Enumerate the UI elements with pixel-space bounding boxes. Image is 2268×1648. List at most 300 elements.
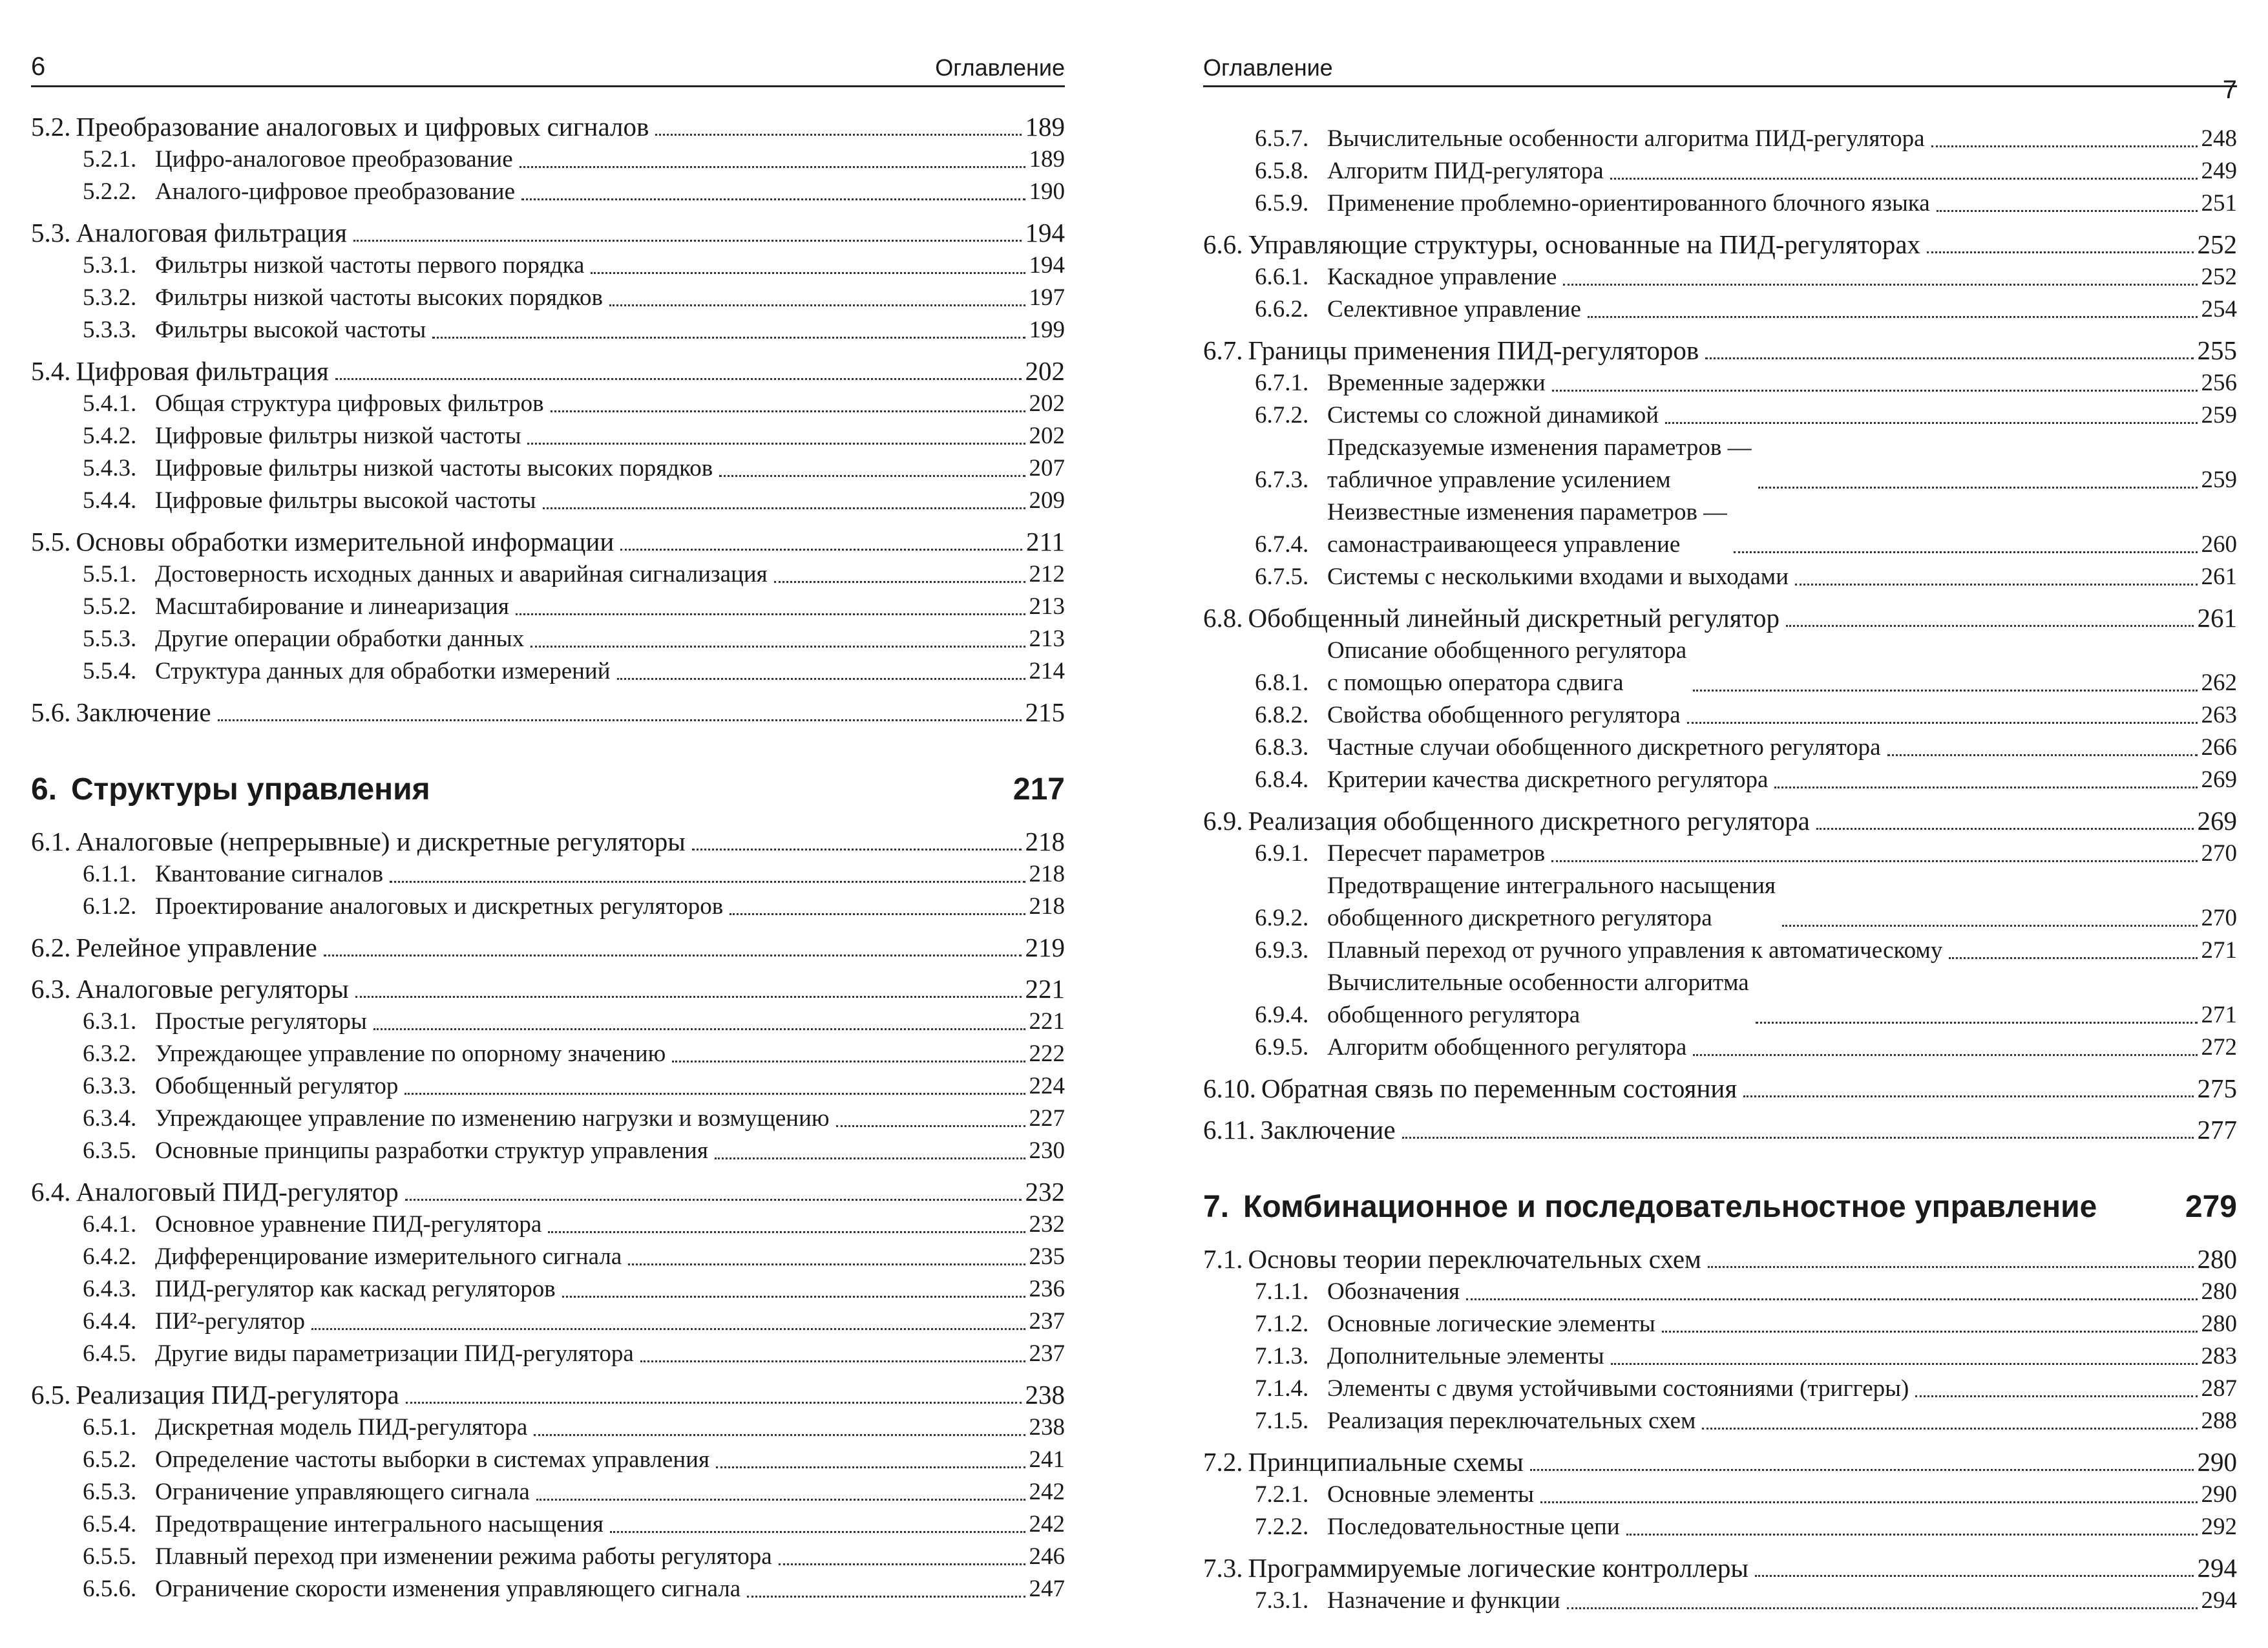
dot-leader [774,581,1025,583]
toc-subsection-entry[interactable] [1203,1031,2237,1064]
toc-subsection-entry[interactable] [31,1411,1065,1444]
chapter-title-group [31,770,430,809]
toc-section-entry[interactable] [31,825,1065,858]
toc-subsection-entry[interactable] [31,143,1065,176]
chapter-title-group [1203,1188,2097,1227]
entry-page: 270 [2201,905,2237,931]
entry-title: Алгоритм ПИД-регулятора [1327,158,1604,184]
toc-subsection-entry[interactable] [1203,1585,2237,1617]
toc-section-entry[interactable] [31,695,1065,729]
entry-number: 7.2. [1203,1447,1243,1477]
toc-subsection-entry[interactable] [1203,1308,2237,1340]
toc-section-entry[interactable] [1203,804,2237,838]
entry-number: 6.9.3. [1255,937,1309,964]
entry-number: 5.3.1. [83,252,137,279]
entry-page: 237 [1029,1308,1065,1335]
toc-section-entry[interactable] [1203,1551,2237,1585]
entry-number: 6.5.6. [83,1576,137,1602]
toc-subsection-entry[interactable] [1203,1479,2237,1511]
entry-page: 252 [2201,264,2237,290]
dot-leader [1530,1469,2194,1471]
entry-title: Применение проблемно-ориентированного блочного языка [1327,190,1930,217]
toc-subsection-entry[interactable] [31,655,1065,688]
entry-title: Фильтры низкой частоты первого порядка [155,252,585,279]
entry-page: 215 [1025,697,1065,727]
toc-subsection-entry[interactable] [1203,699,2237,732]
entry-page: 199 [1029,317,1065,343]
entry-page: 251 [2201,190,2237,217]
entry-number: 6.5.7. [1255,125,1309,152]
entry-number: 5.4.1. [83,390,137,417]
entry-page: 261 [2201,564,2237,590]
entry-number: 6.5.4. [83,1511,137,1537]
entry-title: Алгоритм обобщенного регулятора [1327,1034,1687,1061]
entry-number: 6.4.2. [83,1243,137,1270]
entry-number: 6.6.2. [1255,296,1309,322]
dot-leader [730,913,1025,915]
entry-number: 6.3.2. [83,1041,137,1067]
dot-leader [520,166,1025,168]
toc-section-entry[interactable] [31,110,1065,143]
entry-title-line2: обобщенного регулятора [1327,1002,1580,1028]
dot-leader [1693,1054,2197,1056]
entry-title: Упреждающее управление по изменению нагрузки и возмущению [155,1105,830,1132]
dot-leader [692,849,1022,850]
entry-number: 6.7.4. [1255,531,1309,558]
toc-subsection-entry[interactable] [1203,367,2237,399]
entry-title: Цифровые фильтры низкой частоты высоких порядков [155,455,713,481]
toc-subsection-entry[interactable] [1203,764,2237,796]
entry-title: Фильтры высокой частоты [155,317,426,343]
entry-title: Свойства обобщенного регулятора [1327,702,1681,728]
entry-page: 280 [2197,1244,2237,1274]
dot-leader [527,443,1025,445]
entry-title: Критерии качества дискретного регулятора [1327,766,1769,793]
entry-number: 6.4.3. [83,1276,137,1302]
entry-title: Общая структура цифровых фильтров [155,390,544,417]
dot-leader [405,1199,1022,1201]
toc-section-entry[interactable] [31,931,1065,964]
toc-section-entry[interactable] [1203,1113,2237,1146]
dot-leader [716,1466,1025,1468]
toc-subsection-entry[interactable] [1203,1340,2237,1373]
dot-leader [548,1231,1025,1233]
dot-leader [1708,1266,2194,1268]
entry-title [1327,870,1776,935]
toc-subsection-entry[interactable] [31,282,1065,314]
entry-page: 262 [2201,670,2237,696]
entry-title [1327,432,1752,496]
entry-title: Дополнительные элементы [1327,1343,1604,1369]
chapter-title: Комбинационное и последовательностное управление [1243,1190,2097,1224]
entry-number: 5.4.2. [83,423,137,449]
entry-number: 6.5.9. [1255,190,1309,217]
entry-page: 254 [2201,296,2237,322]
entry-title: Плавный переход при изменении режима работы регулятора [155,1543,772,1570]
entry-number: 5.5.1. [83,561,137,587]
toc-subsection-entry[interactable] [1203,261,2237,293]
entry-number: 6.4. [31,1177,71,1207]
toc-section-entry[interactable] [1203,333,2237,367]
toc-subsection-entry[interactable] [1203,561,2237,593]
entry-number: 7.2.2. [1255,1514,1309,1540]
toc-subsection-entry[interactable] [31,858,1065,891]
entry-page: 189 [1025,112,1065,142]
entry-number: 6.6.1. [1255,264,1309,290]
toc-section-entry[interactable] [31,1175,1065,1209]
entry-number: 7.3. [1203,1553,1243,1583]
entry-number: 6.11. [1203,1115,1255,1145]
toc-section-entry[interactable] [31,216,1065,249]
entry-page: 197 [1029,284,1065,311]
entry-number: 6.9.2. [1255,905,1309,931]
entry-page: 288 [2201,1408,2237,1434]
entry-title: Принципиальные схемы [1248,1447,1524,1477]
dot-leader [655,134,1021,136]
page-header [31,45,1065,87]
entry-title: Проектирование аналоговых и дискретных регуляторов [155,893,724,920]
toc-subsection-entry[interactable] [1203,496,2237,561]
entry-title-line2: с помощью оператора сдвига [1327,670,1624,696]
entry-title: Плавный переход от ручного управления к автоматическому [1327,937,1943,964]
toc-subsection-entry[interactable] [1203,1373,2237,1405]
entry-number: 6.7.1. [1255,370,1309,396]
entry-title: Системы с несколькими входами и выходами [1327,564,1789,590]
dot-leader [1563,284,2197,286]
toc-subsection-entry[interactable] [1203,1276,2237,1308]
entry-number: 6.2. [31,933,71,962]
dot-leader [516,613,1025,615]
entry-page: 235 [1029,1243,1065,1270]
entry-number: 7.1.2. [1255,1311,1309,1337]
entry-page: 236 [1029,1276,1065,1302]
dot-leader [1466,1298,2197,1300]
toc-subsection-entry[interactable] [31,176,1065,208]
entry-title: Основы теории переключательных схем [1248,1244,1701,1274]
dot-leader [610,1531,1025,1533]
dot-leader [1626,1534,2198,1536]
dot-leader [1552,390,2198,392]
toc-subsection-entry[interactable] [1203,1511,2237,1543]
toc-section-entry[interactable] [31,972,1065,1006]
entry-page: 294 [2197,1553,2237,1583]
entry-page: 259 [2201,467,2237,493]
dot-leader [530,646,1025,648]
entry-page: 202 [1029,423,1065,449]
toc-subsection-entry[interactable] [31,388,1065,420]
dot-leader [562,1296,1025,1298]
toc-section-entry[interactable] [1203,1242,2237,1276]
entry-title: Назначение и функции [1327,1587,1560,1614]
entry-title-line1: Предотвращение интегрального насыщения [1327,872,1776,899]
entry-title: ПИ²-регулятор [155,1308,305,1335]
dot-leader [1743,1095,2193,1097]
entry-title: Определение частоты выборки в системах управления [155,1446,709,1473]
dot-leader [534,1434,1025,1436]
entry-title-line2: обобщенного дискретного регулятора [1327,905,1712,931]
toc-section-entry[interactable] [1203,601,2237,635]
entry-page: 280 [2201,1278,2237,1305]
toc-subsection-entry[interactable] [31,1338,1065,1370]
toc-subsection-entry[interactable] [31,1508,1065,1541]
entry-title: Обобщенный линейный дискретный регулятор [1248,603,1780,633]
dot-leader [1687,722,2198,724]
entry-page: 242 [1029,1511,1065,1537]
dot-leader [543,507,1025,509]
entry-title: Основные принципы разработки структур управления [155,1137,708,1164]
dot-leader [1786,625,2193,627]
entry-title: Элементы с двумя устойчивыми состояниями (триггеры) [1327,1375,1909,1402]
entry-title: Достоверность исходных данных и аварийная сигнализация [155,561,768,587]
toc-subsection-entry[interactable] [31,1476,1065,1508]
entry-number: 6.5.3. [83,1479,137,1505]
toc-subsection-entry[interactable] [1203,967,2237,1031]
entry-page: 230 [1029,1137,1065,1164]
toc-section-entry[interactable] [31,1378,1065,1411]
entry-number: 5.2.1. [83,146,137,173]
entry-page: 214 [1029,658,1065,684]
entry-title: Обозначения [1327,1278,1460,1305]
toc-subsection-entry[interactable] [1203,838,2237,870]
dot-leader [1665,422,2197,424]
toc-subsection-entry[interactable] [1203,399,2237,432]
dot-leader [373,1028,1025,1030]
entry-title: Основы обработки измерительной информации [76,527,614,556]
dot-leader [551,410,1025,412]
entry-number: 6.7.5. [1255,564,1309,590]
dot-leader [747,1596,1025,1598]
entry-title [1327,635,1686,699]
toc-subsection-entry[interactable] [31,1541,1065,1573]
entry-page: 202 [1029,390,1065,417]
entry-page: 271 [2201,937,2237,964]
entry-number: 6.9.5. [1255,1034,1309,1061]
entry-title: Обратная связь по переменным состояния [1261,1073,1738,1103]
entry-page: 222 [1029,1041,1065,1067]
toc-subsection-entry[interactable] [31,558,1065,591]
entry-title-line1: Предсказуемые изменения параметров — [1327,434,1752,461]
toc-subsection-entry[interactable] [1203,732,2237,764]
toc-subsection-entry[interactable] [1203,187,2237,220]
entry-title: Предотвращение интегрального насыщения [155,1511,604,1537]
entry-number: 7.1.5. [1255,1408,1309,1434]
toc-subsection-entry[interactable] [31,452,1065,485]
toc-subsection-entry[interactable] [31,591,1065,623]
toc-subsection-entry[interactable] [31,1273,1065,1305]
entry-title: Цифровые фильтры высокой частоты [155,487,536,514]
toc-subsection-entry[interactable] [31,1209,1065,1241]
entry-title: Другие операции обработки данных [155,626,525,652]
entry-number: 6.8.4. [1255,766,1309,793]
dot-leader [617,678,1025,680]
entry-number: 7.1.4. [1255,1375,1309,1402]
entry-title: Границы применения ПИД-регуляторов [1248,335,1699,365]
toc-list [1203,123,2237,1617]
entry-title: Заключение [76,697,211,727]
entry-title: Преобразование аналоговых и цифровых сигналов [76,112,649,142]
toc-subsection-entry[interactable] [1203,870,2237,935]
toc-subsection-entry[interactable] [31,249,1065,282]
toc-section-entry[interactable] [31,354,1065,388]
entry-title: Пересчет параметров [1327,840,1546,867]
entry-page: 259 [2201,402,2237,428]
toc-subsection-entry[interactable] [1203,155,2237,187]
dot-leader [1702,1428,2197,1430]
dot-leader [1927,251,2193,253]
toc-subsection-entry[interactable] [1203,635,2237,699]
toc-subsection-entry[interactable] [1203,293,2237,326]
chapter-number: 6. [31,772,58,807]
dot-leader [1611,1363,2198,1365]
dot-leader [628,1263,1025,1265]
entry-page: 211 [1026,527,1065,556]
toc-subsection-entry[interactable] [31,623,1065,655]
entry-number: 6.1.2. [83,893,137,920]
entry-number: 7.1. [1203,1244,1243,1274]
dot-leader [1756,1022,2198,1024]
toc-section-entry[interactable] [1203,227,2237,261]
entry-page: 249 [2201,158,2237,184]
entry-page: 290 [2201,1481,2237,1508]
entry-number: 6.3. [31,974,71,1004]
entry-page: 237 [1029,1340,1065,1367]
dot-leader [1887,754,2198,756]
toc-subsection-entry[interactable] [1203,123,2237,155]
toc-subsection-entry[interactable] [31,485,1065,517]
dot-leader [406,1402,1022,1404]
entry-number: 5.3.3. [83,317,137,343]
entry-number: 6.4.5. [83,1340,137,1367]
entry-title: Простые регуляторы [155,1008,367,1035]
dot-leader [609,304,1025,306]
entry-page: 212 [1029,561,1065,587]
entry-title: Упреждающее управление по опорному значению [155,1041,666,1067]
chapter-heading [31,770,1065,809]
dot-leader [715,1157,1025,1159]
page-number: 6 [31,52,46,81]
entry-page: 189 [1029,146,1065,173]
dot-leader [1567,1607,2198,1609]
entry-title: Реализация переключательных схем [1327,1408,1696,1434]
entry-page: 213 [1029,626,1065,652]
toc-subsection-entry[interactable] [1203,432,2237,496]
toc-subsection-entry[interactable] [31,1135,1065,1167]
dot-leader [1774,787,2197,788]
entry-page: 207 [1029,455,1065,481]
entry-number: 6.5.2. [83,1446,137,1473]
entry-number: 5.4.3. [83,455,137,481]
entry-title: Вычислительные особенности алгоритма ПИД-регулятора [1327,125,1925,152]
dot-leader [1755,1575,2194,1577]
entry-page: 238 [1025,1380,1065,1410]
entry-number: 6.8.1. [1255,670,1309,696]
entry-page: 218 [1025,827,1065,856]
entry-title: Реализация обобщенного дискретного регулятора [1248,806,1810,836]
entry-number: 5.4.4. [83,487,137,514]
entry-number: 7.1.3. [1255,1343,1309,1369]
running-title: Оглавление [1203,54,1333,81]
entry-title-line2: табличное управление усилением [1327,467,1671,493]
entry-title: Аналоговый ПИД-регулятор [76,1177,399,1207]
entry-title: Релейное управление [76,933,317,962]
entry-page: 221 [1025,974,1065,1004]
toc-subsection-entry[interactable] [31,1573,1065,1605]
toc-subsection-entry[interactable] [31,1305,1065,1338]
entry-title: Структура данных для обработки измерений [155,658,611,684]
entry-page: 283 [2201,1343,2237,1369]
entry-title: Аналоговые регуляторы [76,974,349,1004]
dot-leader [1734,551,2197,553]
entry-title: ПИД-регулятор как каскад регуляторов [155,1276,556,1302]
entry-title-line1: Вычислительные особенности алгоритма [1327,969,1749,996]
toc-section-entry[interactable] [1203,1072,2237,1105]
entry-title: Основные логические элементы [1327,1311,1655,1337]
dot-leader [620,549,1022,551]
toc-subsection-entry[interactable] [31,1070,1065,1103]
entry-page: 218 [1029,861,1065,887]
entry-page: 232 [1025,1177,1065,1207]
entry-title [1327,967,1749,1031]
toc-subsection-entry[interactable] [31,1006,1065,1038]
entry-title [1327,496,1727,561]
entry-title: Аналоговая фильтрация [76,218,347,248]
entry-title: Цифро-аналоговое преобразование [155,146,513,173]
dot-leader [1662,1331,2198,1333]
dot-leader [779,1563,1025,1565]
entry-page: 252 [2197,229,2237,259]
toc-subsection-entry[interactable] [1203,1405,2237,1437]
entry-title: Дискретная модель ПИД-регулятора [155,1414,528,1441]
entry-title: Дифференцирование измерительного сигнала [155,1243,622,1270]
dot-leader [1610,178,2198,180]
dot-leader [536,1499,1025,1501]
toc-subsection-entry[interactable] [31,1241,1065,1273]
entry-number: 6.5.5. [83,1543,137,1570]
toc-subsection-entry[interactable] [31,1038,1065,1070]
entry-number: 6.1. [31,827,71,856]
entry-title: Программируемые логические контроллеры [1248,1553,1748,1583]
entry-page: 266 [2201,734,2237,761]
entry-page: 238 [1029,1414,1065,1441]
entry-title: Частные случаи обобщенного дискретного регулятора [1327,734,1881,761]
entry-number: 6.7. [1203,335,1243,365]
entry-title: Обобщенный регулятор [155,1073,399,1099]
toc-subsection-entry[interactable] [31,314,1065,346]
entry-number: 5.3. [31,218,71,248]
entry-number: 6.9. [1203,806,1243,836]
entry-title: Заключение [1260,1115,1396,1145]
entry-title: Последовательностные цепи [1327,1514,1620,1540]
toc-subsection-entry[interactable] [31,420,1065,452]
toc-subsection-entry[interactable] [31,1444,1065,1476]
toc-section-entry[interactable] [31,525,1065,558]
entry-page: 224 [1029,1073,1065,1099]
dot-leader [1931,145,2198,147]
toc-subsection-entry[interactable] [31,891,1065,923]
entry-page: 272 [2201,1034,2237,1061]
entry-title-line1: Неизвестные изменения параметров — [1327,499,1728,525]
entry-number: 6.9.4. [1255,1002,1309,1028]
toc-subsection-entry[interactable] [1203,935,2237,967]
entry-page: 261 [2197,603,2237,633]
dot-leader [1588,316,2198,318]
entry-title: Аналого-цифровое преобразование [155,178,516,205]
entry-title: Другие виды параметризации ПИД-регулятора [155,1340,634,1367]
entry-title: Масштабирование и линеаризация [155,593,509,620]
toc-subsection-entry[interactable] [31,1103,1065,1135]
entry-number: 7.1.1. [1255,1278,1309,1305]
toc-section-entry[interactable] [1203,1445,2237,1479]
